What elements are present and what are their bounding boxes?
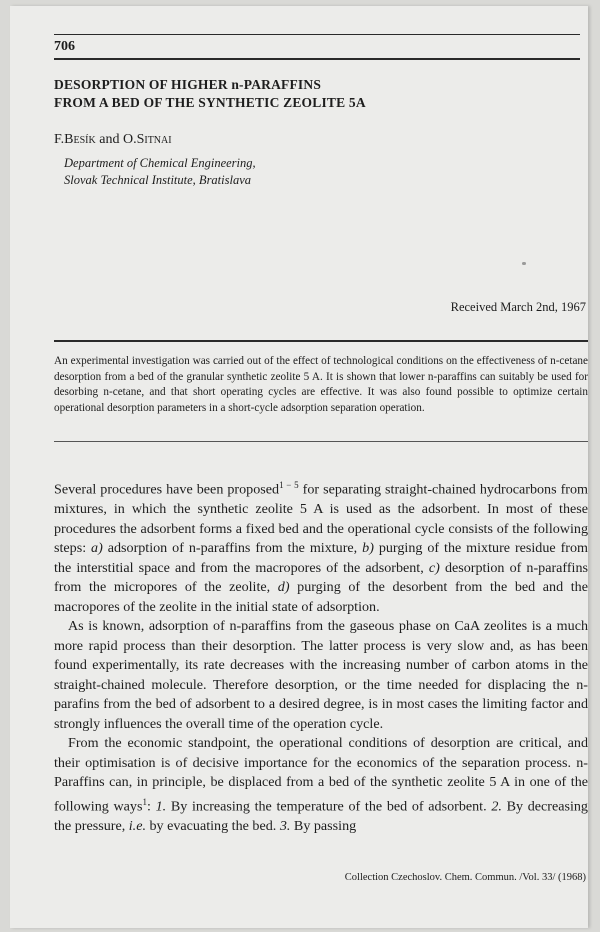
p3-ie: i.e. <box>128 817 146 834</box>
header-top-rule <box>54 34 580 35</box>
received-date: Received March 2nd, 1967 <box>450 300 586 314</box>
abstract-bottom-rule <box>54 441 588 442</box>
author2-initial: O. <box>122 132 137 147</box>
paragraph-2: As is known, adsorption of n-paraffins from the gaseous phase on CaA zeolites is a much more rapid process than their desorption. The latter process is very slow and, as has been found experimentally, its rate decreases with the increasing number of carbon atoms in the straight-chained molecule. Therefore desorption, or the time needed for displacing the n-parafins from the bed of adsorbent to a desired degree, is in most cases the limiting factor and strongly influences the overall time of the operation cycle. <box>54 618 588 732</box>
author2-surname: Sitnai <box>136 132 172 147</box>
author-join: and <box>95 132 123 147</box>
p3-text-e: by evacuating the bed. <box>145 817 280 834</box>
p3-text-b: : <box>146 798 156 815</box>
print-speck <box>522 262 526 265</box>
p1-text-d: purging of the mixture residue from the interstitial space and from the macropores of the adsorbent, <box>54 540 588 576</box>
header-bottom-rule <box>54 58 580 60</box>
p3-text-d: By decreasing the pressure, <box>54 798 588 834</box>
abstract: An experimental investigation was carried out of the effect of technological conditions on the effectiveness of n-cetane desorption from a bed of the granular synthetic zeolite 5 A. It is shown that lower n-paraffins can suitably be used for desorbing n-cetane, and that short operating cycles are effective. It was also found possible to optimize certain operational desorption parameters in a short-cycle adsorption separation operation. <box>54 355 588 414</box>
p1-text-b: for separating straight-chained hydrocarbons from mixtures, in which the synthetic zeolite 5 A is used as the adsorbent. In most of these procedures the adsorbent forms a fixed bed and the operational cycle consists of the following steps: <box>54 481 588 557</box>
author1-initial: F. <box>54 132 65 147</box>
p3-number-1: 1. <box>155 798 167 815</box>
article-title <box>54 76 574 112</box>
author1-surname: Besík <box>64 132 96 147</box>
journal-citation: Collection Czechoslov. Chem. Commun. /Vol. 33/ (1968) <box>344 872 586 883</box>
p1-text-f: purging of the desorbent from the bed and the macropores of the zeolite in the initial state of adsorption. <box>54 579 588 615</box>
paragraph-1 <box>54 476 588 617</box>
p1-text-a: Several procedures have been proposed <box>54 481 280 498</box>
paragraph-3 <box>54 734 588 836</box>
affiliation-line-2: Slovak Technical Institute, Bratislava <box>64 173 252 187</box>
title-line-2: FROM A BED OF THE SYNTHETIC ZEOLITE 5A <box>54 95 366 110</box>
authors <box>54 132 172 148</box>
step-b-label: b) <box>362 540 374 557</box>
p3-reference: 1 <box>142 796 147 807</box>
p3-number-2: 2. <box>491 798 502 815</box>
p1-text-e: desorption of n-paraffins from the micropores of the zeolite, <box>54 559 589 596</box>
p3-text-c: By increasing the temperature of the bed of adsorbent. <box>166 798 492 815</box>
affiliation-line-1: Department of Chemical Engineering, <box>64 156 256 170</box>
abstract-top-rule <box>54 340 588 342</box>
p1-text-c: adsorption of n-paraffins from the mixture, <box>102 540 363 557</box>
journal-page <box>10 6 588 928</box>
affiliation <box>64 155 256 189</box>
page-number: 706 <box>54 39 75 54</box>
article-body <box>54 476 588 836</box>
step-c-label: c) <box>428 559 440 576</box>
step-d-label: d) <box>277 579 290 596</box>
title-line-1: DESORPTION OF HIGHER n-PARAFFINS <box>54 77 322 92</box>
p3-text-a: From the economic standpoint, the operational conditions of desorption are critical, and their optimisation is of decisive importance for the economics of the separation process. n-Paraffins can, in principle, be displaced from a bed of the synthetic zeolite 5 A in one of the following ways <box>54 735 588 815</box>
p1-reference: 1 − 5 <box>279 480 299 490</box>
p3-number-3: 3. <box>279 817 291 834</box>
p3-text-f: By passing <box>290 817 357 834</box>
step-a-label: a) <box>91 540 103 557</box>
